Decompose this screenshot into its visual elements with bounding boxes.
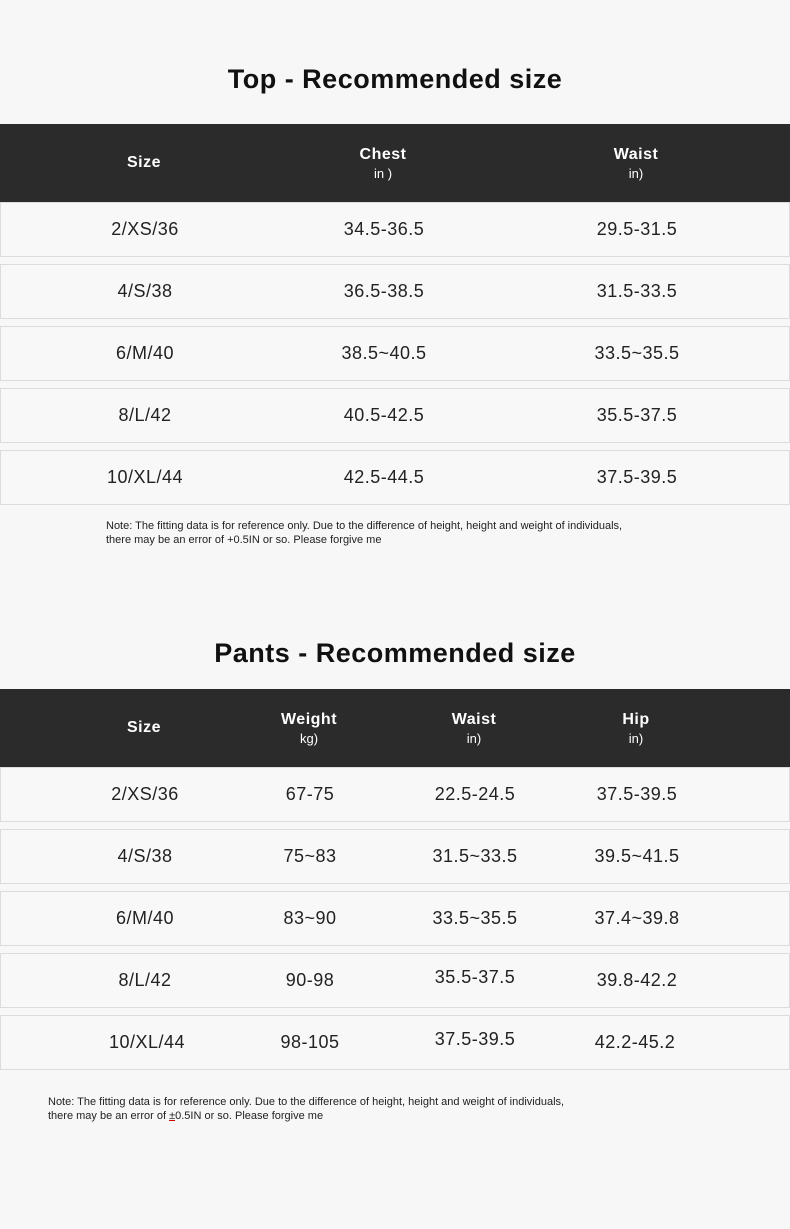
table-row [0, 767, 790, 822]
weight-cell: 98-105 [280, 1032, 340, 1052]
pants-note [48, 1095, 564, 1123]
weight-cell: 83~90 [283, 908, 337, 928]
size-cell: 8/L/42 [118, 405, 172, 425]
table-row [0, 829, 790, 884]
waist-cell: 31.5-33.5 [596, 281, 678, 301]
chest-cell: 40.5-42.5 [343, 405, 425, 425]
waist-cell: 29.5-31.5 [596, 219, 678, 239]
waist-cell: 35.5-37.5 [596, 405, 678, 425]
top-note-line1: Note: The fitting data is for reference only. Due to the difference of height, height and weight of individuals, [106, 520, 623, 532]
size-cell: 6/M/40 [115, 908, 175, 928]
hip-cell: 39.8-42.2 [596, 970, 678, 990]
table-row [0, 450, 790, 505]
waist-cell: 37.5-39.5 [596, 467, 678, 487]
top-header-chest: Chest in ) [359, 145, 407, 181]
table-row [0, 264, 790, 319]
top-note-line2: there may be an error of +0.5IN or so. Please forgive me [106, 534, 382, 546]
hip-cell: 37.5-39.5 [596, 784, 678, 804]
pants-header-weight: Weight kg) [280, 710, 338, 746]
plus-minus-symbol: ± [169, 1110, 176, 1122]
chest-cell: 38.5~40.5 [341, 343, 427, 363]
size-cell: 2/XS/36 [111, 784, 179, 804]
top-header-waist: Waist in) [613, 145, 659, 181]
size-cell: 10/XL/44 [108, 1032, 186, 1052]
top-title: Top - Recommended size [227, 64, 563, 94]
pants-table-header [0, 689, 790, 767]
pants-title: Pants - Recommended size [214, 638, 576, 668]
pants-header-waist: Waist in) [451, 710, 497, 746]
size-cell: 2/XS/36 [111, 219, 179, 239]
waist-cell: 35.5-37.5 [434, 967, 516, 987]
table-row [0, 202, 790, 257]
waist-cell: 37.5-39.5 [434, 1029, 516, 1049]
table-row [0, 953, 790, 1008]
pants-note-line1: Note: The fitting data is for reference only. Due to the difference of height, height and weight of individuals, [48, 1096, 565, 1108]
weight-cell: 75~83 [283, 846, 337, 866]
hip-cell: 37.4~39.8 [594, 908, 680, 928]
table-row [0, 388, 790, 443]
top-note [106, 519, 622, 547]
size-cell: 4/S/38 [117, 281, 173, 301]
waist-cell: 31.5~33.5 [432, 846, 518, 866]
table-row [0, 326, 790, 381]
waist-cell: 22.5-24.5 [434, 784, 516, 804]
table-row [0, 1015, 790, 1070]
size-cell: 8/L/42 [118, 970, 172, 990]
chest-cell: 34.5-36.5 [343, 219, 425, 239]
pants-header-size: Size [126, 719, 162, 736]
size-cell: 6/M/40 [115, 343, 175, 363]
top-table-header [0, 124, 790, 202]
size-cell: 4/S/38 [117, 846, 173, 866]
weight-cell: 67-75 [285, 784, 335, 804]
chest-cell: 36.5-38.5 [343, 281, 425, 301]
hip-cell: 42.2-45.2 [594, 1032, 676, 1052]
pants-header-hip: Hip in) [622, 710, 650, 746]
weight-cell: 90-98 [285, 970, 335, 990]
hip-cell: 39.5~41.5 [594, 846, 680, 866]
waist-cell: 33.5~35.5 [432, 908, 518, 928]
table-row [0, 891, 790, 946]
pants-note-line2: there may be an error of ±0.5IN or so. Please forgive me [48, 1110, 324, 1122]
size-cell: 10/XL/44 [106, 467, 184, 487]
top-header-size: Size [126, 154, 162, 171]
waist-cell: 33.5~35.5 [594, 343, 680, 363]
chest-cell: 42.5-44.5 [343, 467, 425, 487]
